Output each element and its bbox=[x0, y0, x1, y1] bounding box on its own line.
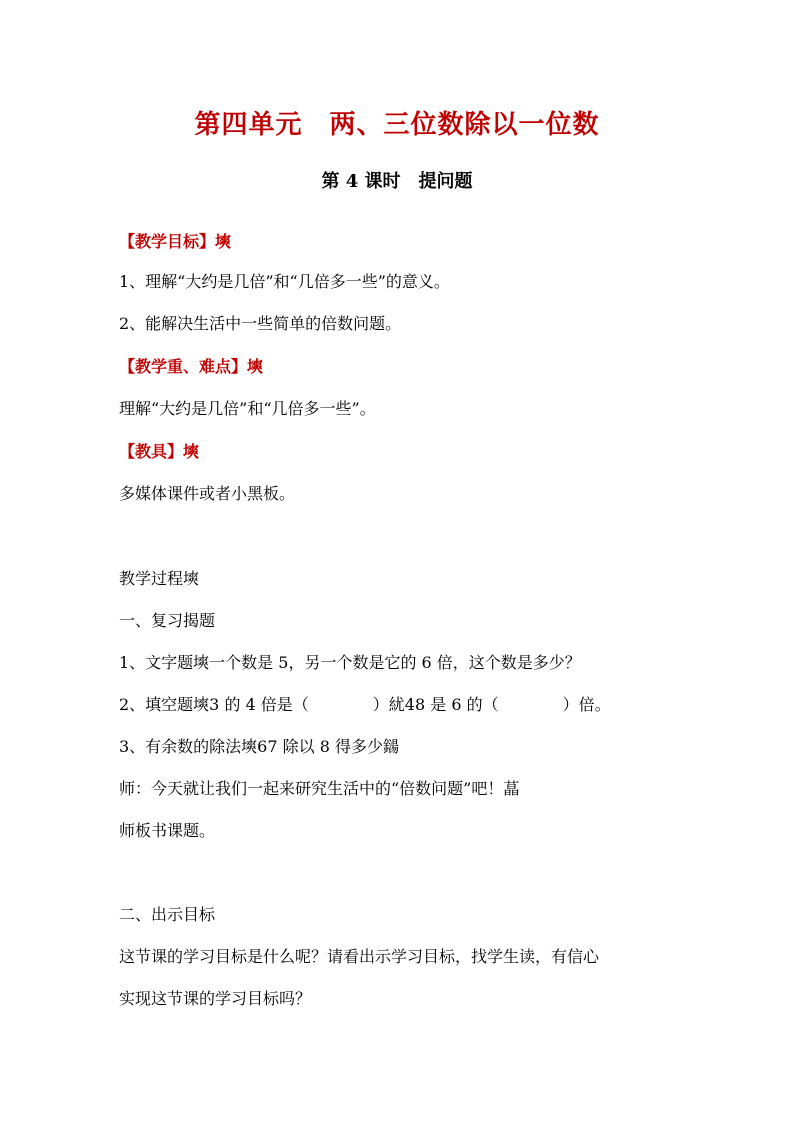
section-heading-key-points: 【教学重、难点】塽 bbox=[119, 357, 264, 376]
teacher-board-line: 师板书课题。 bbox=[119, 821, 216, 840]
review-question-3: 3、有余数的除法塽67 除以 8 得多少鐋 bbox=[119, 737, 399, 756]
key-points-line: 理解“大约是几倍”和“几倍多一些”。 bbox=[119, 399, 376, 418]
review-question-1: 1、文字题塽一个数是 5，另一个数是它的 6 倍，这个数是多少？ bbox=[119, 653, 581, 672]
teaching-aids-line: 多媒体课件或者小黑板。 bbox=[119, 484, 296, 503]
document-title: 第四单元 两、三位数除以一位数 bbox=[194, 110, 600, 140]
part-one-heading: 一、复习揭题 bbox=[119, 611, 216, 630]
objective-line-2: 2、能解决生活中一些简单的倍数问题。 bbox=[119, 314, 402, 333]
section-heading-process: 教学过程塽 bbox=[119, 569, 200, 588]
review-question-2: 2、填空题塽3 的 4 倍是（ ）紌48 是 6 的（ ）倍。 bbox=[119, 695, 611, 714]
teacher-remark-line: 师：今天就让我们一起来研究生活中的“倍数问题”吧！蕌 bbox=[119, 779, 520, 798]
lesson-subtitle: 第 4 课时 提问题 bbox=[321, 171, 473, 192]
section-heading-teaching-aids: 【教具】塽 bbox=[119, 442, 200, 461]
part-two-heading: 二、出示目标 bbox=[119, 905, 216, 924]
section-heading-objectives: 【教学目标】塽 bbox=[119, 232, 232, 251]
objective-prompt-line-1: 这节课的学习目标是什么呢？请看出示学习目标，找学生读，有信心 bbox=[119, 947, 600, 966]
objective-line-1: 1、理解“大约是几倍”和“几倍多一些”的意义。 bbox=[119, 272, 450, 291]
objective-prompt-line-2: 实现这节课的学习目标吗？ bbox=[119, 989, 312, 1008]
